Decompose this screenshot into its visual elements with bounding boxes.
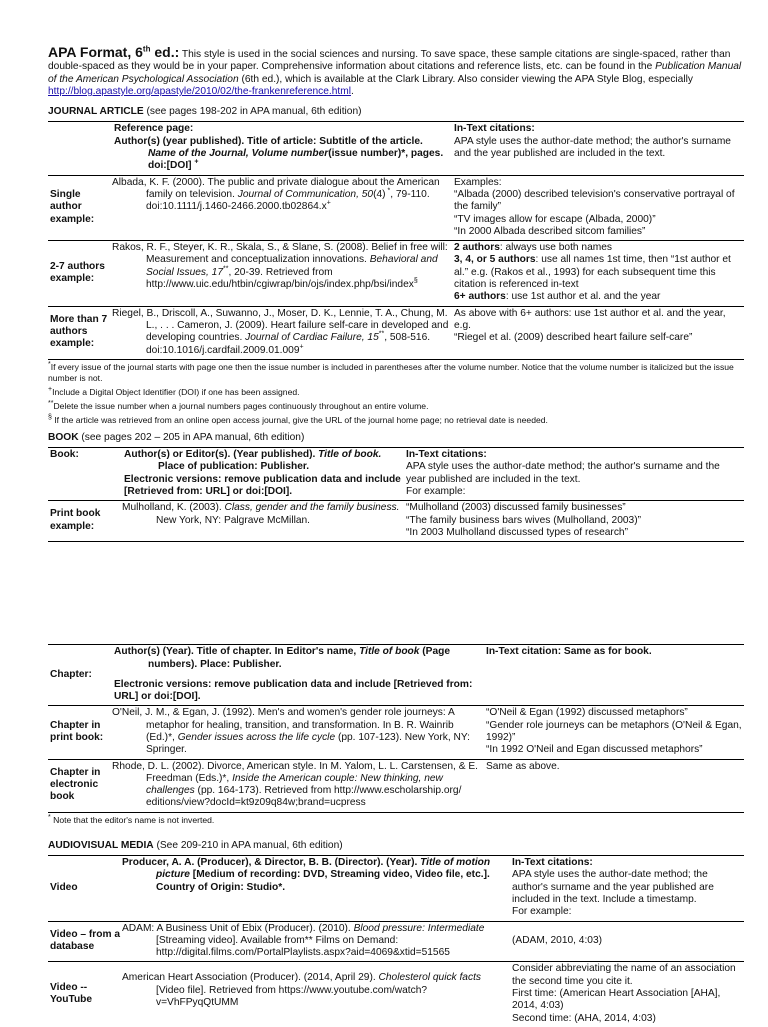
av-intext-header	[510, 856, 744, 921]
chapter-elec-intext: Same as above.	[484, 759, 744, 812]
ref-header-format-1: Author(s) (year published). Title of article: Subtitle of the article.	[114, 135, 423, 147]
chapter-print-intext-line: “O'Neil & Egan (1992) discussed metaphors”	[486, 707, 688, 719]
av-yt-intext	[510, 962, 744, 1027]
av-format	[122, 856, 510, 921]
intext-multi	[452, 241, 744, 306]
note-text: If every issue of the journal starts with page one then the issue number is included in parentheses after the volume number. Notice that the volume number is italicized but the issue number is not.	[48, 361, 734, 383]
apa-guide-page	[48, 46, 744, 1027]
note-text: If the article was retrieved from an online open access journal, give the URL of the journal home page; no retrieval date is needed.	[51, 414, 548, 425]
intext-2-authors: 2 authors	[454, 242, 500, 254]
chapter-elec-ref-b: (pp. 164-173). Retrieved from http://www.escholarship.org/ editions/view?docId=kt9z09q84w;brand=ucpress	[146, 785, 462, 809]
av-yt-intext-line: First time: (American Heart Association [AHA], 2014, 4:03)	[512, 988, 721, 1012]
av-heading	[48, 840, 744, 852]
book-table	[48, 447, 744, 542]
print-book-intext-line: “Mulholland (2003) discussed family businesses”	[406, 502, 626, 514]
chapter-print-ref-b: (pp. 107-123). New York, NY: Springer.	[146, 731, 470, 756]
ref-single-sup1: *	[385, 187, 391, 195]
note-doi	[48, 387, 744, 398]
ref-header-label: Reference page:	[114, 123, 194, 135]
book-heading	[48, 432, 744, 444]
ref-multi-a: Rakos, R. F., Steyer, K. R., Skala, S., & Slane, S. (2008). Belief in free will: Measurement and conceptualization innovations.	[112, 242, 448, 266]
note-sym: §	[48, 413, 52, 421]
ref-multi-sup2: §	[413, 277, 418, 285]
ref-single-sup2: +	[326, 199, 331, 207]
av-intext-desc: APA style uses the author-date method; the author's surname and the year published are included in the text. Include a timestamp.	[512, 869, 714, 905]
chapter-format-a: Author(s) (Year). Title of chapter. In Editor's name,	[114, 646, 360, 658]
chapter-format-electronic: Electronic versions: remove publication data and include [Retrieved from: URL] or doi:[DOI].	[114, 678, 473, 703]
chapter-print-intext	[484, 706, 744, 759]
note-text: Include a Digital Object Identifier (DOI) if one has been assigned.	[52, 386, 300, 397]
intro-text-2: (6th ed.), which is available at the Clark Library. Also consider viewing the APA Style Blog, especially	[238, 73, 693, 85]
av-db-label: Video – from a database	[48, 921, 122, 962]
ref-many-c: , 508-516. doi:10.1016/j.cardfail.2009.01.009	[146, 332, 431, 356]
journal-header-row	[48, 122, 744, 175]
chapter-print-intext-line: “Gender role journeys can be metaphors (O'Neil & Egan, 1992)”	[486, 719, 742, 743]
journal-intext-header	[452, 122, 744, 175]
ref-multi	[112, 241, 452, 306]
book-intext-label: In-Text citations:	[406, 449, 487, 461]
print-book-title: Class, gender and the family business.	[224, 502, 400, 514]
print-book-ref-b: New York, NY: Palgrave McMillan.	[156, 514, 311, 526]
journal-ref-header	[112, 122, 452, 175]
note-sym: **	[48, 399, 54, 407]
title-end: ed.:	[150, 44, 180, 60]
chapter-label: Chapter:	[48, 645, 112, 706]
chapter-header-row	[48, 645, 744, 706]
chapter-print-ref	[112, 706, 484, 759]
note-issue	[48, 362, 744, 384]
print-book-label: Print book example:	[48, 501, 122, 542]
chapter-print-row	[48, 706, 744, 759]
journal-row-many	[48, 306, 744, 359]
book-heading-note: (see pages 202 – 205 in APA manual, 6th edition)	[78, 431, 305, 443]
manual-title: Publication Manual of the American Psychological Association	[48, 61, 742, 85]
av-format-a: Producer, A. A. (Producer), & Director, B. B. (Director). (Year).	[122, 857, 421, 869]
ref-header-sup: +	[194, 158, 199, 166]
ref-header-format	[114, 136, 450, 173]
chapter-table	[48, 644, 744, 813]
av-format-b: [Medium of recording: DVD, Streaming video, Video file, etc.]. Country of Origin: Studio*.	[156, 869, 490, 893]
note-open-access	[48, 415, 744, 426]
journal-row-single	[48, 175, 744, 240]
journal-heading-note: (see pages 198-202 in APA manual, 6th edition)	[143, 106, 362, 118]
intext-6-authors-text: : use 1st author et al. and the year	[505, 291, 661, 303]
apa-blog-link[interactable]: http://blog.apastyle.org/apastyle/2010/02/the-frankenreference.html	[48, 85, 351, 97]
av-intext-label: In-Text citations:	[512, 857, 593, 869]
chapter-format-title: Title of book	[359, 646, 420, 658]
ref-header-issue: (issue number)*,	[328, 148, 409, 160]
ref-many-a: Riegel, B., Driscoll, A., Suwanno, J., Moser, D. K., Lennie, T. A., Chung, M. L., . . . Cameron, J. (2009). Heart failure self-care in developed and developing countries.	[112, 307, 449, 344]
title-text: APA Format, 6	[48, 44, 143, 60]
chapter-elec-title: Inside the American couple: New thinking, new challenges	[146, 772, 443, 797]
ref-single-issue: (4)	[373, 188, 386, 200]
intext-3-5-authors-text: : use all names 1st time, then “1st author et al.” e.g. (Rakos et al., 1993) for each subsequent time this citation is referenced in-text	[454, 254, 731, 291]
ref-multi-sup1: **	[223, 265, 229, 273]
av-intext-example: For example:	[512, 906, 572, 918]
book-format-a: Author(s) or Editor(s). (Year published).	[124, 449, 319, 461]
av-yt-title: Cholesterol quick facts	[378, 972, 481, 984]
note-sym: +	[48, 385, 53, 393]
intext-single-line: “In 2000 Albada described sitcom families”	[454, 225, 646, 237]
intext-single	[452, 175, 744, 240]
av-db-intext: (ADAM, 2010, 4:03)	[510, 921, 744, 962]
book-label: Book:	[48, 448, 122, 501]
intext-many	[452, 306, 744, 359]
chapter-elec-label: Chapter in electronic book	[48, 759, 112, 812]
ref-many	[112, 306, 452, 359]
book-format	[122, 448, 404, 501]
ref-header-pages: pages. doi:[DOI]	[148, 148, 444, 172]
chapter-format-b: (Page numbers). Place: Publisher.	[148, 646, 451, 670]
ref-single	[112, 175, 452, 240]
journal-notes	[48, 362, 744, 426]
ref-header-journal: Name of the Journal, Volume number	[148, 148, 329, 160]
ref-single-journal: Journal of Communication, 50	[237, 188, 374, 200]
book-heading-title: BOOK	[48, 431, 79, 443]
ref-multi-c: , 20-39. Retrieved from http://www.uic.edu/htbin/cgiwrap/bin/ojs/index.php/bsi/index	[146, 266, 414, 291]
chapter-note-text: Note that the editor's name is not inverted.	[50, 814, 215, 825]
chapter-elec-ref	[112, 759, 484, 812]
intro-text-1: This style is used in the social sciences and nursing. To save space, these sample citations are single-spaced, rather than double-spaced as they would be in your paper. Comprehensive information about citations and reference lists, etc. can be found in the	[48, 49, 731, 73]
av-yt-row	[48, 962, 744, 1027]
av-yt-label: Video -- YouTube	[50, 981, 93, 1006]
journal-heading	[48, 106, 744, 118]
journal-table	[48, 121, 744, 359]
chapter-print-label: Chapter in print book:	[48, 706, 112, 759]
intext-many-line: “Riegel et al. (2009) described heart failure self-care”	[454, 332, 693, 344]
av-format-title: Title of motion picture	[156, 857, 491, 881]
av-yt-ref	[122, 962, 510, 1027]
intro-text-3: .	[350, 85, 354, 97]
av-db-ref	[122, 921, 510, 962]
intext-single-line: “TV images allow for escape (Albada, 2000)”	[454, 213, 656, 225]
journal-heading-title: JOURNAL ARTICLE	[48, 106, 144, 118]
av-db-title: Blood pressure: Intermediate	[353, 922, 485, 934]
chapter-print-ref-a: O'Neil, J. M., & Egan, J. (1992). Men's and women's gender role journeys: A metaphor for healing, transition, and transformation. In B. R. Wainrib (Ed.)*,	[112, 707, 455, 743]
ref-many-sup1: **	[378, 330, 385, 338]
av-heading-note: (See 209-210 in APA manual, 6th edition)	[153, 839, 343, 851]
book-format-b: Place of publication: Publisher.	[158, 461, 310, 473]
av-label: Video	[48, 856, 122, 921]
chapter-format	[112, 645, 484, 706]
chapter-note	[48, 815, 744, 826]
book-print-row	[48, 501, 744, 542]
title-sup: th	[142, 44, 151, 54]
book-format-line	[124, 449, 402, 474]
ref-multi-journal: Behavioral and Social Issues, 17	[146, 254, 438, 278]
book-intext-desc: APA style uses the author-date method; the author's surname and the year published are included in the text.	[406, 461, 720, 485]
av-yt-intext-line: Second time: (AHA, 2014, 4:03)	[512, 1012, 656, 1024]
row-label-single: Single author example:	[48, 175, 112, 240]
print-book-ref	[122, 501, 404, 542]
chapter-elec-ref-a: Rhode, D. L. (2002). Divorce, American style. In M. Yalom, L. L. Carstensen, & E. Freedman (Eds.)*,	[112, 760, 478, 784]
av-db-ref-a: ADAM: A Business Unit of Ebix (Producer). (2010).	[122, 922, 354, 934]
chapter-note-sym: *	[48, 813, 51, 821]
chapter-print-title: Gender issues across the life cycle	[177, 731, 336, 743]
journal-header-blank	[48, 122, 112, 175]
book-format-electronic: Electronic versions: remove publication data and include [Retrieved from: URL] or doi:[DOI].	[124, 473, 401, 498]
note-sym: *	[48, 360, 51, 368]
print-book-intext	[404, 501, 744, 542]
row-label-many: More than 7 authors example:	[48, 306, 112, 359]
ref-single-c: , 79-110. doi:10.1111/j.1460-2466.2000.tb02864.x	[146, 188, 430, 213]
intext-single-line: “Albada (2000) described television's conservative portrayal of the family”	[454, 188, 735, 213]
ref-many-sup2: +	[299, 343, 304, 351]
av-heading-title: AUDIOVISUAL MEDIA	[48, 839, 154, 851]
chapter-elec-row	[48, 759, 744, 812]
av-yt-intext-line: Consider abbreviating the name of an association the second time you cite it.	[512, 963, 736, 987]
book-format-title: Title of book.	[318, 449, 382, 461]
av-db-row	[48, 921, 744, 962]
ref-many-journal: Journal of Cardiac Failure, 15	[245, 332, 379, 344]
chapter-format-line	[114, 646, 482, 671]
page-title	[48, 44, 179, 60]
print-book-intext-line: “The family business bars wives (Mulholland, 2003)”	[406, 514, 641, 526]
print-book-intext-line: “In 2003 Mulholland discussed types of research”	[406, 526, 628, 538]
av-header-row	[48, 856, 744, 921]
av-db-ref-b: [Streaming video]. Available from** Films on Demand: http://digital.films.com/PortalPlaylists.aspx?aid=4069&xtid=51565	[156, 934, 450, 959]
av-yt-ref-a: American Heart Association (Producer). (2014, April 29).	[122, 972, 379, 984]
book-header-row	[48, 448, 744, 501]
row-label-multi: 2-7 authors example:	[48, 241, 112, 306]
print-book-ref-a: Mulholland, K. (2003).	[122, 502, 225, 514]
chapter-print-intext-line: “In 1992 O'Neil and Egan discussed metaphors”	[486, 744, 703, 756]
note-text: Delete the issue number when a journal numbers pages continuously throughout an entire volume.	[53, 400, 429, 411]
journal-row-multi	[48, 241, 744, 306]
chapter-intext: In-Text citation: Same as for book.	[484, 645, 744, 706]
intext-6-authors: 6+ authors	[454, 291, 506, 303]
av-yt-ref-b: [Video file]. Retrieved from https://www.youtube.com/watch?v=VhFPyqQtUMM	[156, 984, 428, 1009]
intro-paragraph	[48, 46, 744, 98]
av-table	[48, 855, 744, 1027]
intext-2-authors-text: : always use both names	[499, 242, 612, 254]
book-intext-header	[404, 448, 744, 501]
intext-header-desc: APA style uses the author-date method; the author's surname and the year published are included in the text.	[454, 135, 731, 160]
note-continuous	[48, 401, 744, 412]
book-intext-example: For example:	[406, 486, 466, 498]
intext-many-line: As above with 6+ authors: use 1st author et al. and the year, e.g.	[454, 307, 726, 331]
ref-single-a: Albada, K. F. (2000). The public and private dialogue about the American family on television.	[112, 176, 440, 200]
intext-single-line: Examples:	[454, 176, 502, 188]
intext-3-5-authors: 3, 4, or 5 authors	[454, 254, 536, 266]
intext-header-label: In-Text citations:	[454, 123, 535, 135]
